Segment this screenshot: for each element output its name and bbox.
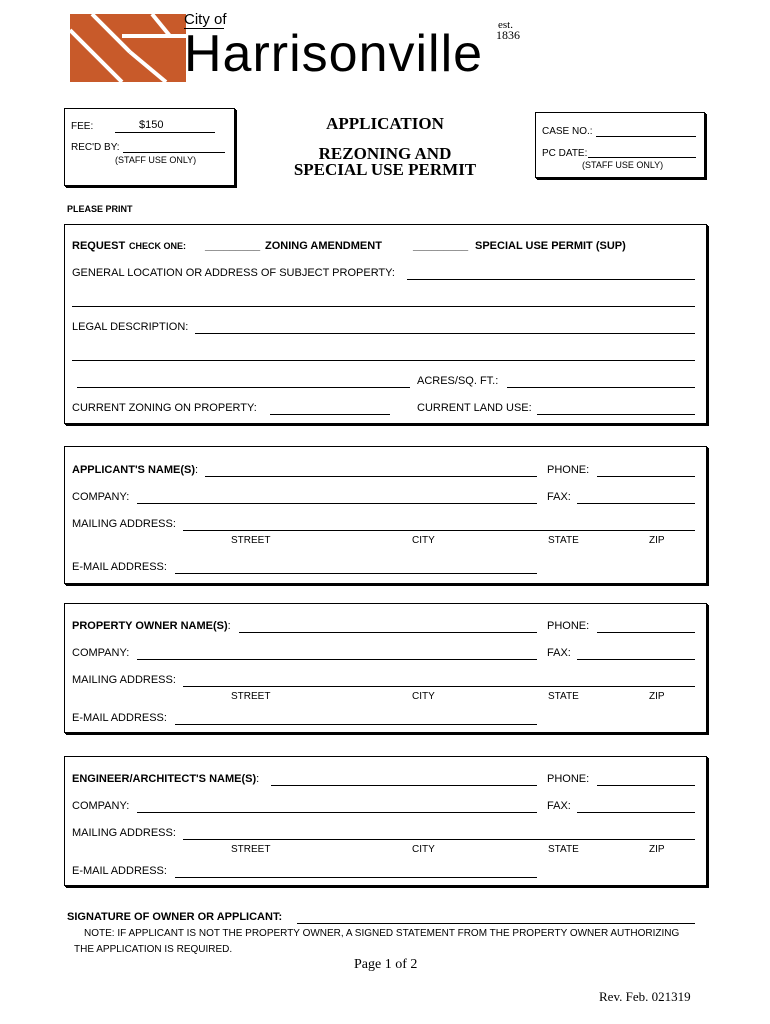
applicant-phone-field[interactable] xyxy=(597,476,695,477)
pc-date-label: PC DATE: xyxy=(542,148,588,159)
applicant-name-field[interactable] xyxy=(205,476,537,477)
zoning-amendment-label: ZONING AMENDMENT xyxy=(265,240,382,252)
owner-name-field[interactable] xyxy=(239,632,537,633)
engineer-state-hint: STATE xyxy=(548,844,579,855)
engineer-mailing-label: MAILING ADDRESS: xyxy=(72,827,176,839)
sup-label: SPECIAL USE PERMIT (SUP) xyxy=(475,240,626,252)
est-label: est. xyxy=(498,19,513,31)
legal-description-field[interactable] xyxy=(195,333,695,334)
engineer-section xyxy=(64,756,707,886)
pc-date-field[interactable] xyxy=(588,157,696,158)
applicant-street-hint: STREET xyxy=(231,535,271,546)
fee-value: $150 xyxy=(139,119,164,131)
page-number: Page 1 of 2 xyxy=(354,957,418,972)
page-title xyxy=(280,114,490,178)
owner-email-field[interactable] xyxy=(175,724,537,725)
recd-by-label: REC'D BY: xyxy=(71,142,120,153)
request-section xyxy=(64,224,707,424)
owner-phone-label: PHONE: xyxy=(547,620,590,632)
signature-label: SIGNATURE OF OWNER OR APPLICANT: xyxy=(67,911,283,923)
owner-fax-label: FAX: xyxy=(547,647,571,659)
current-land-use-field[interactable] xyxy=(537,414,695,415)
owner-company-field[interactable] xyxy=(137,659,537,660)
engineer-phone-field[interactable] xyxy=(597,785,695,786)
engineer-street-hint: STREET xyxy=(231,844,271,855)
owner-section xyxy=(64,603,707,733)
logo-mark-icon xyxy=(70,14,186,82)
signature-note-line-1: NOTE: IF APPLICANT IS NOT THE PROPERTY OWNER, A SIGNED STATEMENT FROM THE PROPERTY OWNER AUTHORIZING xyxy=(84,928,680,939)
check-one-label: CHECK ONE: xyxy=(129,241,187,251)
fee-label: FEE: xyxy=(71,121,94,132)
zoning-amendment-checkbox[interactable]: _________ xyxy=(205,240,261,252)
acres-field[interactable] xyxy=(507,387,695,388)
applicant-mailing-label: MAILING ADDRESS: xyxy=(72,518,176,530)
engineer-name-label: ENGINEER/ARCHITECT'S NAME(S): xyxy=(72,773,260,785)
location-field-2[interactable] xyxy=(72,306,695,307)
engineer-company-label: COMPANY: xyxy=(72,800,130,812)
applicant-email-label: E-MAIL ADDRESS: xyxy=(72,561,167,573)
legal-description-field-2[interactable] xyxy=(72,360,695,361)
engineer-phone-label: PHONE: xyxy=(547,773,590,785)
applicant-zip-hint: ZIP xyxy=(649,535,665,546)
applicant-phone-label: PHONE: xyxy=(547,464,590,476)
engineer-email-label: E-MAIL ADDRESS: xyxy=(72,865,167,877)
applicant-section xyxy=(64,446,707,584)
city-name: Harrisonville xyxy=(184,25,484,83)
applicant-company-field[interactable] xyxy=(137,503,537,504)
location-field[interactable] xyxy=(407,279,695,280)
current-zoning-field[interactable] xyxy=(270,414,390,415)
case-no-field[interactable] xyxy=(596,136,696,137)
owner-phone-field[interactable] xyxy=(597,632,695,633)
owner-fax-field[interactable] xyxy=(577,659,695,660)
case-staff-note: (STAFF USE ONLY) xyxy=(582,160,664,170)
recd-by-field[interactable] xyxy=(123,152,225,153)
engineer-fax-field[interactable] xyxy=(577,812,695,813)
applicant-state-hint: STATE xyxy=(548,535,579,546)
engineer-fax-label: FAX: xyxy=(547,800,571,812)
applicant-fax-label: FAX: xyxy=(547,491,571,503)
engineer-city-hint: CITY xyxy=(412,844,435,855)
owner-company-label: COMPANY: xyxy=(72,647,130,659)
case-no-label: CASE NO.: xyxy=(542,126,593,137)
signature-note-line-2: THE APPLICATION IS REQUIRED. xyxy=(74,944,233,955)
please-print: PLEASE PRINT xyxy=(67,204,133,214)
title-line-2: REZONING AND xyxy=(318,144,452,163)
engineer-email-field[interactable] xyxy=(175,877,537,878)
revision-date: Rev. Feb. 021319 xyxy=(599,989,691,1004)
staff-use-box xyxy=(64,108,235,186)
title-line-1: APPLICATION xyxy=(326,114,444,133)
city-logo xyxy=(70,12,525,82)
location-label: GENERAL LOCATION OR ADDRESS OF SUBJECT PROPERTY: xyxy=(72,267,395,279)
engineer-name-field[interactable] xyxy=(271,785,537,786)
applicant-email-field[interactable] xyxy=(175,573,537,574)
city-of-label: City of xyxy=(184,11,227,28)
owner-mailing-label: MAILING ADDRESS: xyxy=(72,674,176,686)
engineer-zip-hint: ZIP xyxy=(649,844,665,855)
owner-email-label: E-MAIL ADDRESS: xyxy=(72,712,167,724)
sup-checkbox[interactable]: _________ xyxy=(413,240,469,252)
title-line-3: SPECIAL USE PERMIT xyxy=(293,160,477,179)
case-box xyxy=(535,112,705,178)
engineer-company-field[interactable] xyxy=(137,812,537,813)
owner-mailing-field[interactable] xyxy=(183,686,695,687)
owner-city-hint: CITY xyxy=(412,691,435,702)
acres-label: ACRES/SQ. FT.: xyxy=(417,375,499,387)
request-label: REQUEST xyxy=(72,240,126,252)
applicant-fax-field[interactable] xyxy=(577,503,695,504)
engineer-mailing-field[interactable] xyxy=(183,839,695,840)
applicant-mailing-field[interactable] xyxy=(183,530,695,531)
signature-field[interactable] xyxy=(297,923,695,924)
est-year: 1836 xyxy=(496,28,520,42)
owner-name-label: PROPERTY OWNER NAME(S): xyxy=(72,620,231,632)
owner-zip-hint: ZIP xyxy=(649,691,665,702)
staff-use-note: (STAFF USE ONLY) xyxy=(115,155,197,165)
applicant-company-label: COMPANY: xyxy=(72,491,130,503)
current-land-use-label: CURRENT LAND USE: xyxy=(417,402,532,414)
current-zoning-label: CURRENT ZONING ON PROPERTY: xyxy=(72,402,257,414)
legal-description-field-3[interactable] xyxy=(77,387,410,388)
applicant-name-label: APPLICANT'S NAME(S): xyxy=(72,464,199,476)
owner-state-hint: STATE xyxy=(548,691,579,702)
legal-description-label: LEGAL DESCRIPTION: xyxy=(72,321,189,333)
owner-street-hint: STREET xyxy=(231,691,271,702)
applicant-city-hint: CITY xyxy=(412,535,435,546)
